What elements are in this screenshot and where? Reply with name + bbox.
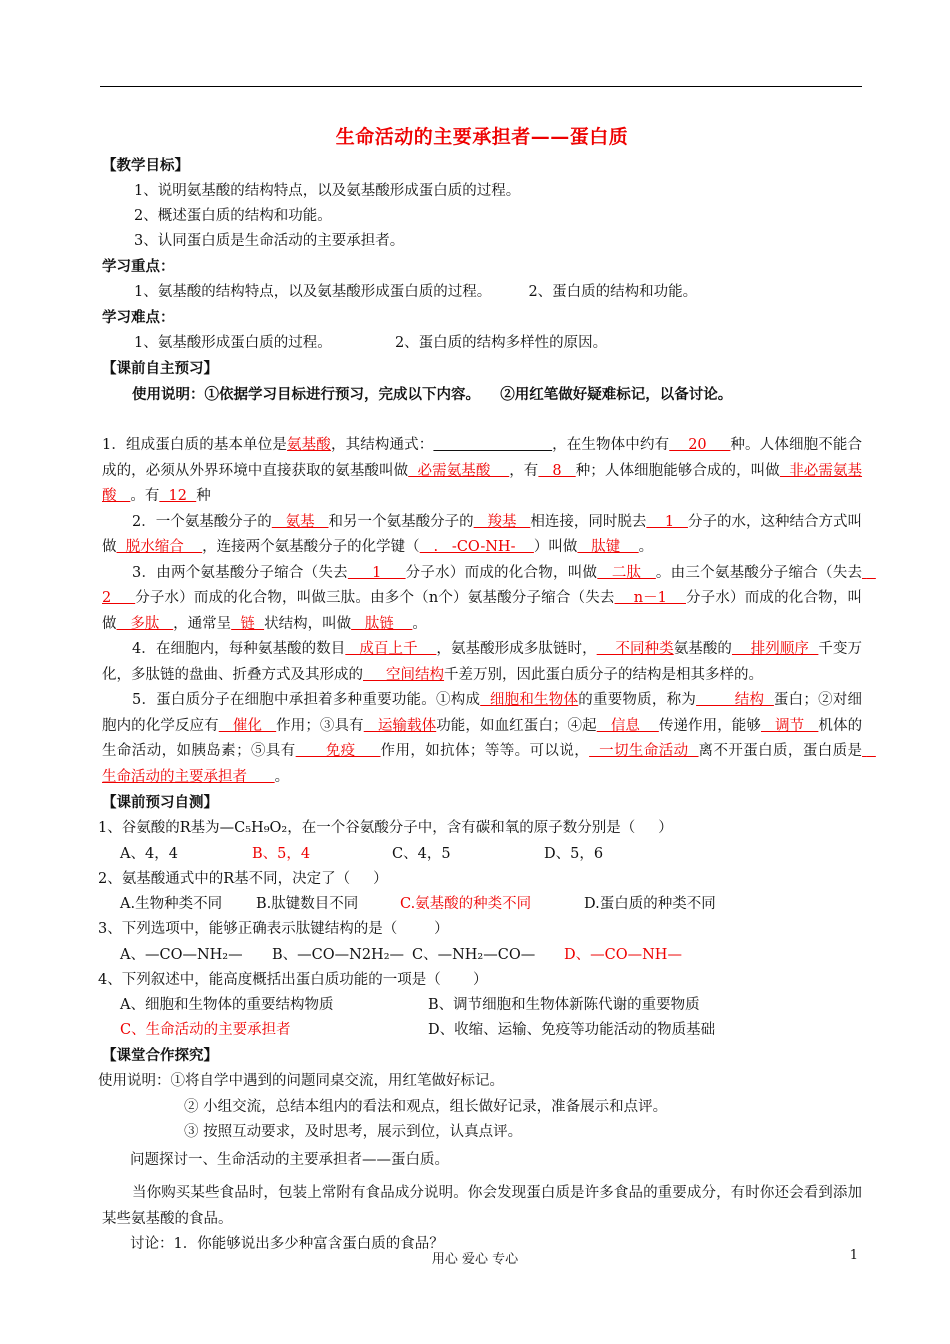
goal-item: 1、说明氨基酸的结构特点，以及氨基酸形成蛋白质的过程。 (134, 183, 521, 199)
option-c[interactable]: C.氨基酸的种类不同 (400, 896, 532, 912)
test-q1-options (102, 842, 862, 867)
option-b[interactable]: B、5，4 (252, 845, 311, 862)
test-header: 【课前预习自测】 (102, 794, 218, 811)
test-q4-options-ab (102, 993, 862, 1018)
test-q3-stem: 3、下列选项中，能够正确表示肽键结构的是（ ） (98, 921, 449, 937)
test-q2-options (102, 892, 862, 917)
footer-text: 用心 爱心 专心 (431, 1252, 519, 1267)
test-q4-stem: 4、下列叙述中，能高度概括出蛋白质功能的一项是（ ） (98, 971, 488, 988)
option-c[interactable]: C、生命活动的主要承担者 (120, 1022, 291, 1038)
option-b[interactable]: B.肽键数目不同 (256, 896, 359, 912)
option-a[interactable]: A、细胞和生物体的重要结构物质 (120, 997, 334, 1013)
difficulty-item: 1、氨基酸形成蛋白质的过程。 (134, 335, 332, 351)
preview-q5: 5．蛋白质分子在细胞中承担着多种重要功能。①构成 细胞和生物体的重要物质，称为 结构 蛋白；②对细胞内的化学反应有 催化 作用；③具有 运输载体功能，如血红蛋白；④起 信息 传递作用，能够 调节 机体的生命活动，如胰岛素；⑤具有 免疫 作用，如抗体；等等。可以说， 一切生命活动 离不开蛋白质，蛋白质是 生命活动的主要承担者 。 (102, 692, 876, 785)
preview-q1: 1．组成蛋白质的基本单位是氨基酸，其结构通式： ，在生物体中约有 20 种。人体细胞不能合成的，必须从外界环境中直接获取的氨基酸叫做 必需氨基酸 ，有 8 种；人体细胞能够合成的，叫做 非必需氨基酸 。有 12 种 (102, 437, 863, 504)
option-a[interactable]: A.生物种类不同 (120, 896, 223, 912)
preview-q3: 3．由两个氨基酸分子缩合（失去 1 分子水）而成的化合物，叫做 二肽 。由三个氨基酸分子缩合（失去 2 分子水）而成的化合物，叫做三肽。由多个（n个）氨基酸分子缩合（失去 n－1 分子水）而成的化合物，叫做 多肽 ，通常呈 链 状结构，叫做 肽链 。 (102, 564, 876, 632)
topic-1-heading: 问题探讨一、生命活动的主要承担者——蛋白质。 (130, 1151, 449, 1168)
discussion-1: 讨论：1．你能够说出多少种富含蛋白质的食品？ (130, 1236, 444, 1252)
test-q3-options (102, 943, 862, 968)
option-b[interactable]: B、—CO—N2H₂— (272, 946, 405, 963)
option-a[interactable]: A、—CO—NH₂— (120, 946, 243, 963)
focus-item: 2、蛋白质的结构和功能。 (528, 284, 698, 300)
difficulty-items (102, 331, 862, 356)
option-c[interactable]: C、4，5 (392, 845, 451, 862)
coop-step-2: ② 小组交流，总结本组内的看法和观点，组长做好记录，准备展示和点评。 (184, 1098, 668, 1115)
option-d[interactable]: D、5，6 (544, 845, 604, 862)
document-body (98, 122, 876, 1258)
goal-item: 2、概述蛋白质的结构和功能。 (134, 208, 332, 224)
goal-item: 3、认同蛋白质是生命活动的主要承担者。 (134, 233, 405, 249)
goals-header: 【教学目标】 (102, 157, 189, 174)
coop-step-3: ③ 按照互动要求，及时思考，展示到位，认真点评。 (184, 1124, 523, 1140)
option-a[interactable]: A、4，4 (120, 845, 178, 862)
test-q2-stem: 2、氨基酸通式中的R基不同，决定了（ ） (98, 870, 388, 887)
option-d[interactable]: D、收缩、运输、免疫等功能活动的物质基础 (428, 1022, 716, 1038)
difficulty-header: 学习难点： (102, 309, 175, 326)
usage-note: 使用说明：①依据学习目标进行预习，完成以下内容。 ②用红笔做好疑难标记，以备讨论。 (132, 386, 733, 403)
page-number: 1 (849, 1248, 858, 1263)
coop-header: 【课堂合作探究】 (102, 1047, 218, 1064)
coop-usage: 使用说明：①将自学中遇到的问题同桌交流，用红笔做好标记。 (98, 1073, 504, 1089)
topic-1-text: 当你购买某些食品时，包装上常附有食品成分说明。你会发现蛋白质是许多食品的重要成分，有时你还会看到添加某些氨基酸的食品。 (102, 1185, 862, 1227)
focus-items (102, 280, 862, 305)
preview-header: 【课前自主预习】 (102, 360, 218, 377)
option-c[interactable]: C、—NH₂—CO— (412, 946, 536, 963)
preview-q2: 2．一个氨基酸分子的 氨基 和另一个氨基酸分子的 羧基 相连接，同时脱去 1 分子的水，这种结合方式叫做 脱水缩合 ，连接两个氨基酸分子的化学键（ . -CO-NH- ）叫做 肽键 。 (102, 513, 863, 555)
page-title: 生命活动的主要承担者——蛋白质 (335, 126, 629, 148)
header-rule (100, 86, 862, 87)
option-d[interactable]: D.蛋白质的种类不同 (584, 896, 716, 912)
option-d[interactable]: D、—CO—NH— (564, 946, 682, 963)
test-q4-options-cd (102, 1018, 862, 1043)
difficulty-item: 2、蛋白质的结构多样性的原因。 (394, 335, 608, 351)
test-q1-stem: 1、谷氨酸的R基为—C₅H₉O₂，在一个谷氨酸分子中，含有碳和氧的原子数分别是（ ） (98, 820, 673, 836)
focus-header: 学习重点： (102, 258, 175, 275)
preview-q4: 4．在细胞内，每种氨基酸的数目 成百上千 ，氨基酸形成多肽链时， 不同种类氨基酸的 排列顺序 千变万化，多肽链的盘曲、折叠方式及其形成的 空间结构千差万别，因此蛋白质分子的结构是相其多样的。 (102, 641, 863, 683)
option-b[interactable]: B、调节细胞和生物体新陈代谢的重要物质 (428, 997, 700, 1013)
focus-item: 1、氨基酸的结构特点，以及氨基酸形成蛋白质的过程。 (134, 284, 492, 300)
